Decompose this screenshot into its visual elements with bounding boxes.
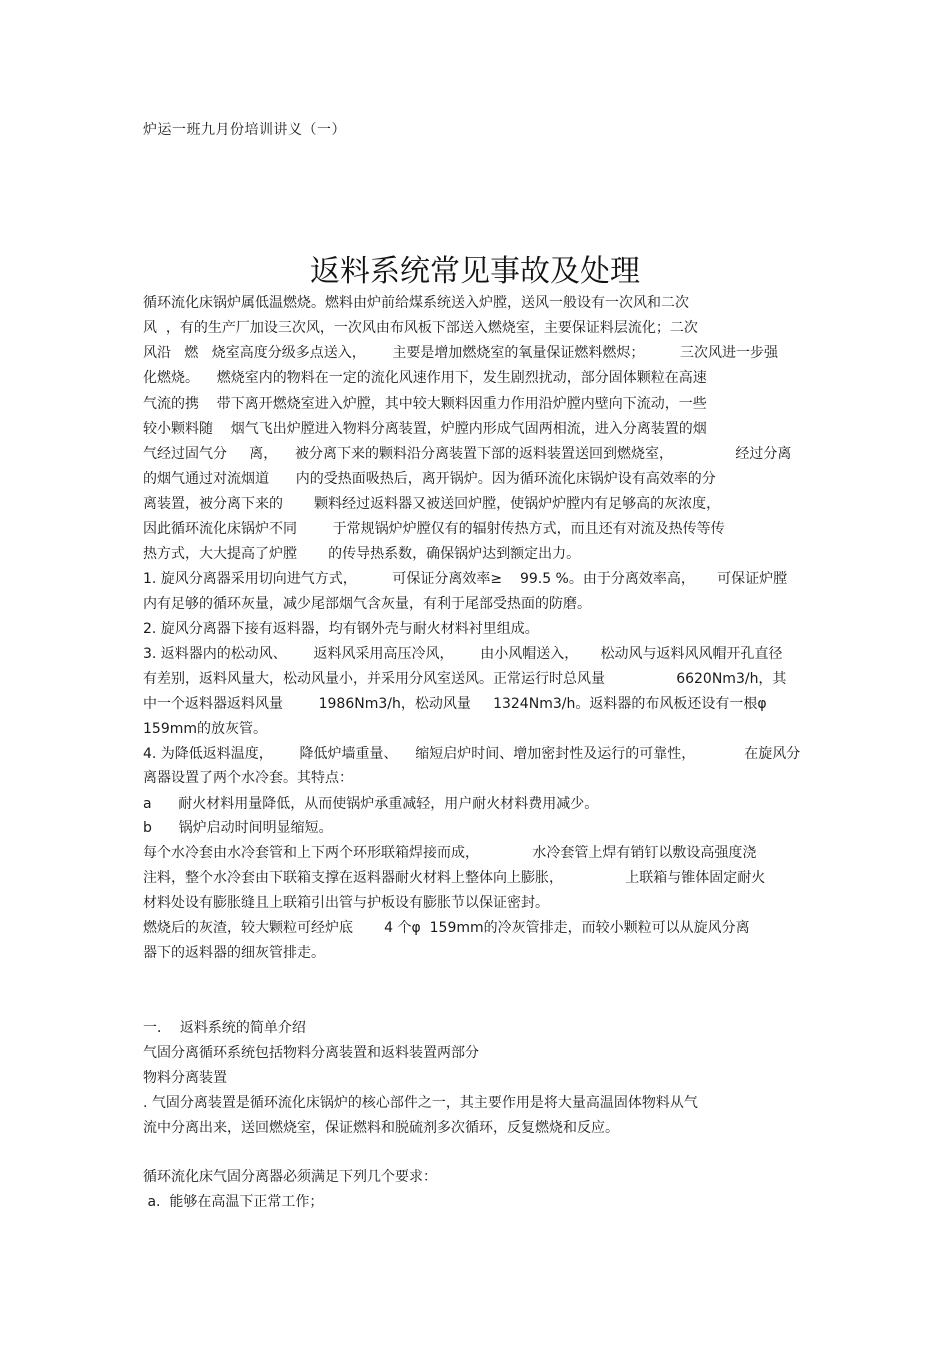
body-line: 离装置，被分离下来的 颗料经过返料器又被送回炉膛，使锅炉炉膛内有足够高的灰浓度， — [143, 496, 721, 512]
body-line: b 锅炉启动时间明显缩短。 — [143, 820, 333, 836]
body-line: 材料处设有膨胀缝且上联箱引出管与护板设有膨胀节以保证密封。 — [143, 895, 549, 911]
section-line: 气固分离循环系统包括物料分离装置和返料装置两部分 — [143, 1045, 479, 1061]
body-line: 因此循环流化床锅炉不同 于常规锅炉炉膛仅有的辐射传热方式，而且还有对流及热传等传 — [143, 521, 725, 537]
body-line: 中一个返料器返料风量 1986Nm3/h，松动风量 1324Nm3/h。返料器的布风板还设有一根φ — [143, 696, 767, 712]
body-line: 气流的携 带下离开燃烧室进入炉膛，其中较大颗料因重力作用沿炉膛内壁向下流动，一些 — [143, 396, 707, 412]
body-line: 离器设置了两个水冷套。其特点： — [143, 770, 353, 786]
body-line: 气经过固气分 离， 被分离下来的颗料沿分离装置下部的返料装置送回到燃烧室， 经过分离 — [143, 446, 792, 462]
body-line: 风沿 燃 烧室高度分级多点送入， 主要是增加燃烧室的氧量保证燃料燃烬； 三次风进一步强 — [143, 345, 779, 361]
body-line: 4. 为降低返料温度， 降低炉墙重量、 缩短启炉时间、增加密封性及运行的可靠性， 在旋风分 — [143, 746, 801, 762]
body-line: 3. 返料器内的松动风、 返料风采用高压冷风， 由小风帽送入， 松动风与返料风风帽开孔直径 — [143, 646, 783, 662]
body-line: 燃烧后的灰渣，较大颗粒可经炉底 4 个φ 159mm的冷灰管排走，而较小颗粒可以从旋风分离 — [143, 920, 750, 936]
body-line: 器下的返料器的细灰管排走。 — [143, 945, 325, 961]
body-line: 风 ，有的生产厂加设三次风，一次风由布风板下部送入燃烧室，主要保证料层流化；二次 — [143, 320, 698, 336]
body-line: 每个水冷套由水冷套管和上下两个环形联箱焊接而成， 水冷套管上焊有销钉以敷设高强度浇 — [143, 845, 757, 861]
body-line: 有差别，返料风量大，松动风量小，并采用分风室送风。正常运行时总风量 6620Nm3/h，其 — [143, 671, 787, 687]
section-line: 流中分离出来，送回燃烧室，保证燃料和脱硫剂多次循环，反复燃烧和反应。 — [143, 1120, 619, 1136]
body-line: 较小颗料随 烟气飞出炉膛进入物料分离装置，炉膛内形成气固两相流，进入分离装置的烟 — [143, 421, 707, 437]
body-line: 化燃烧。 燃烧室内的物料在一定的流化风速作用下，发生剧烈扰动，部分固体颗粒在高速 — [143, 370, 707, 386]
body-line: 循环流化床锅炉属低温燃烧。燃料由炉前给煤系统送入炉膛，送风一般设有一次风和二次 — [143, 295, 689, 311]
section-line: 物料分离装置 — [143, 1070, 227, 1086]
section-heading: 一． 返料系统的简单介绍 — [143, 1020, 306, 1036]
body-line: 1. 旋风分离器采用切向进气方式， 可保证分离效率≥ 99.5 %。由于分离效率高， 可保证炉膛 — [143, 571, 788, 587]
body-line: 注料，整个水冷套由下联箱支撑在返料器耐火材料上整体向上膨胀， 上联箱与锥体固定耐火 — [143, 870, 766, 886]
section-line: . 气固分离装置是循环流化床锅炉的核心部件之一，其主要作用是将大量高温固体物料从气 — [143, 1095, 698, 1111]
section-line: a. 能够在高温下正常工作； — [143, 1194, 324, 1210]
body-line: a 耐火材料用量降低，从而使锅炉承重减轻，用户耐火材料费用减少。 — [143, 796, 599, 812]
body-line: 159mm的放灰管。 — [143, 721, 267, 737]
body-line: 的烟气通过对流烟道 内的受热面吸热后，离开锅炉。因为循环流化床锅炉设有高效率的分 — [143, 471, 716, 487]
section-line: 循环流化床气固分离器必须满足下列几个要求： — [143, 1169, 437, 1185]
body-line: 内有足够的循环灰量，减少尾部烟气含灰量，有利于尾部受热面的防磨。 — [143, 596, 591, 612]
body-line: 热方式，大大提高了炉膛 的传导热系数，确保锅炉达到额定出力。 — [143, 546, 581, 562]
document-title: 返料系统常见事故及处理 — [310, 254, 640, 289]
body-line: 2. 旋风分离器下接有返料器，均有钢外壳与耐火材料衬里组成。 — [143, 621, 539, 637]
document-header: 炉运一班九月份培训讲义（一） — [143, 122, 346, 138]
